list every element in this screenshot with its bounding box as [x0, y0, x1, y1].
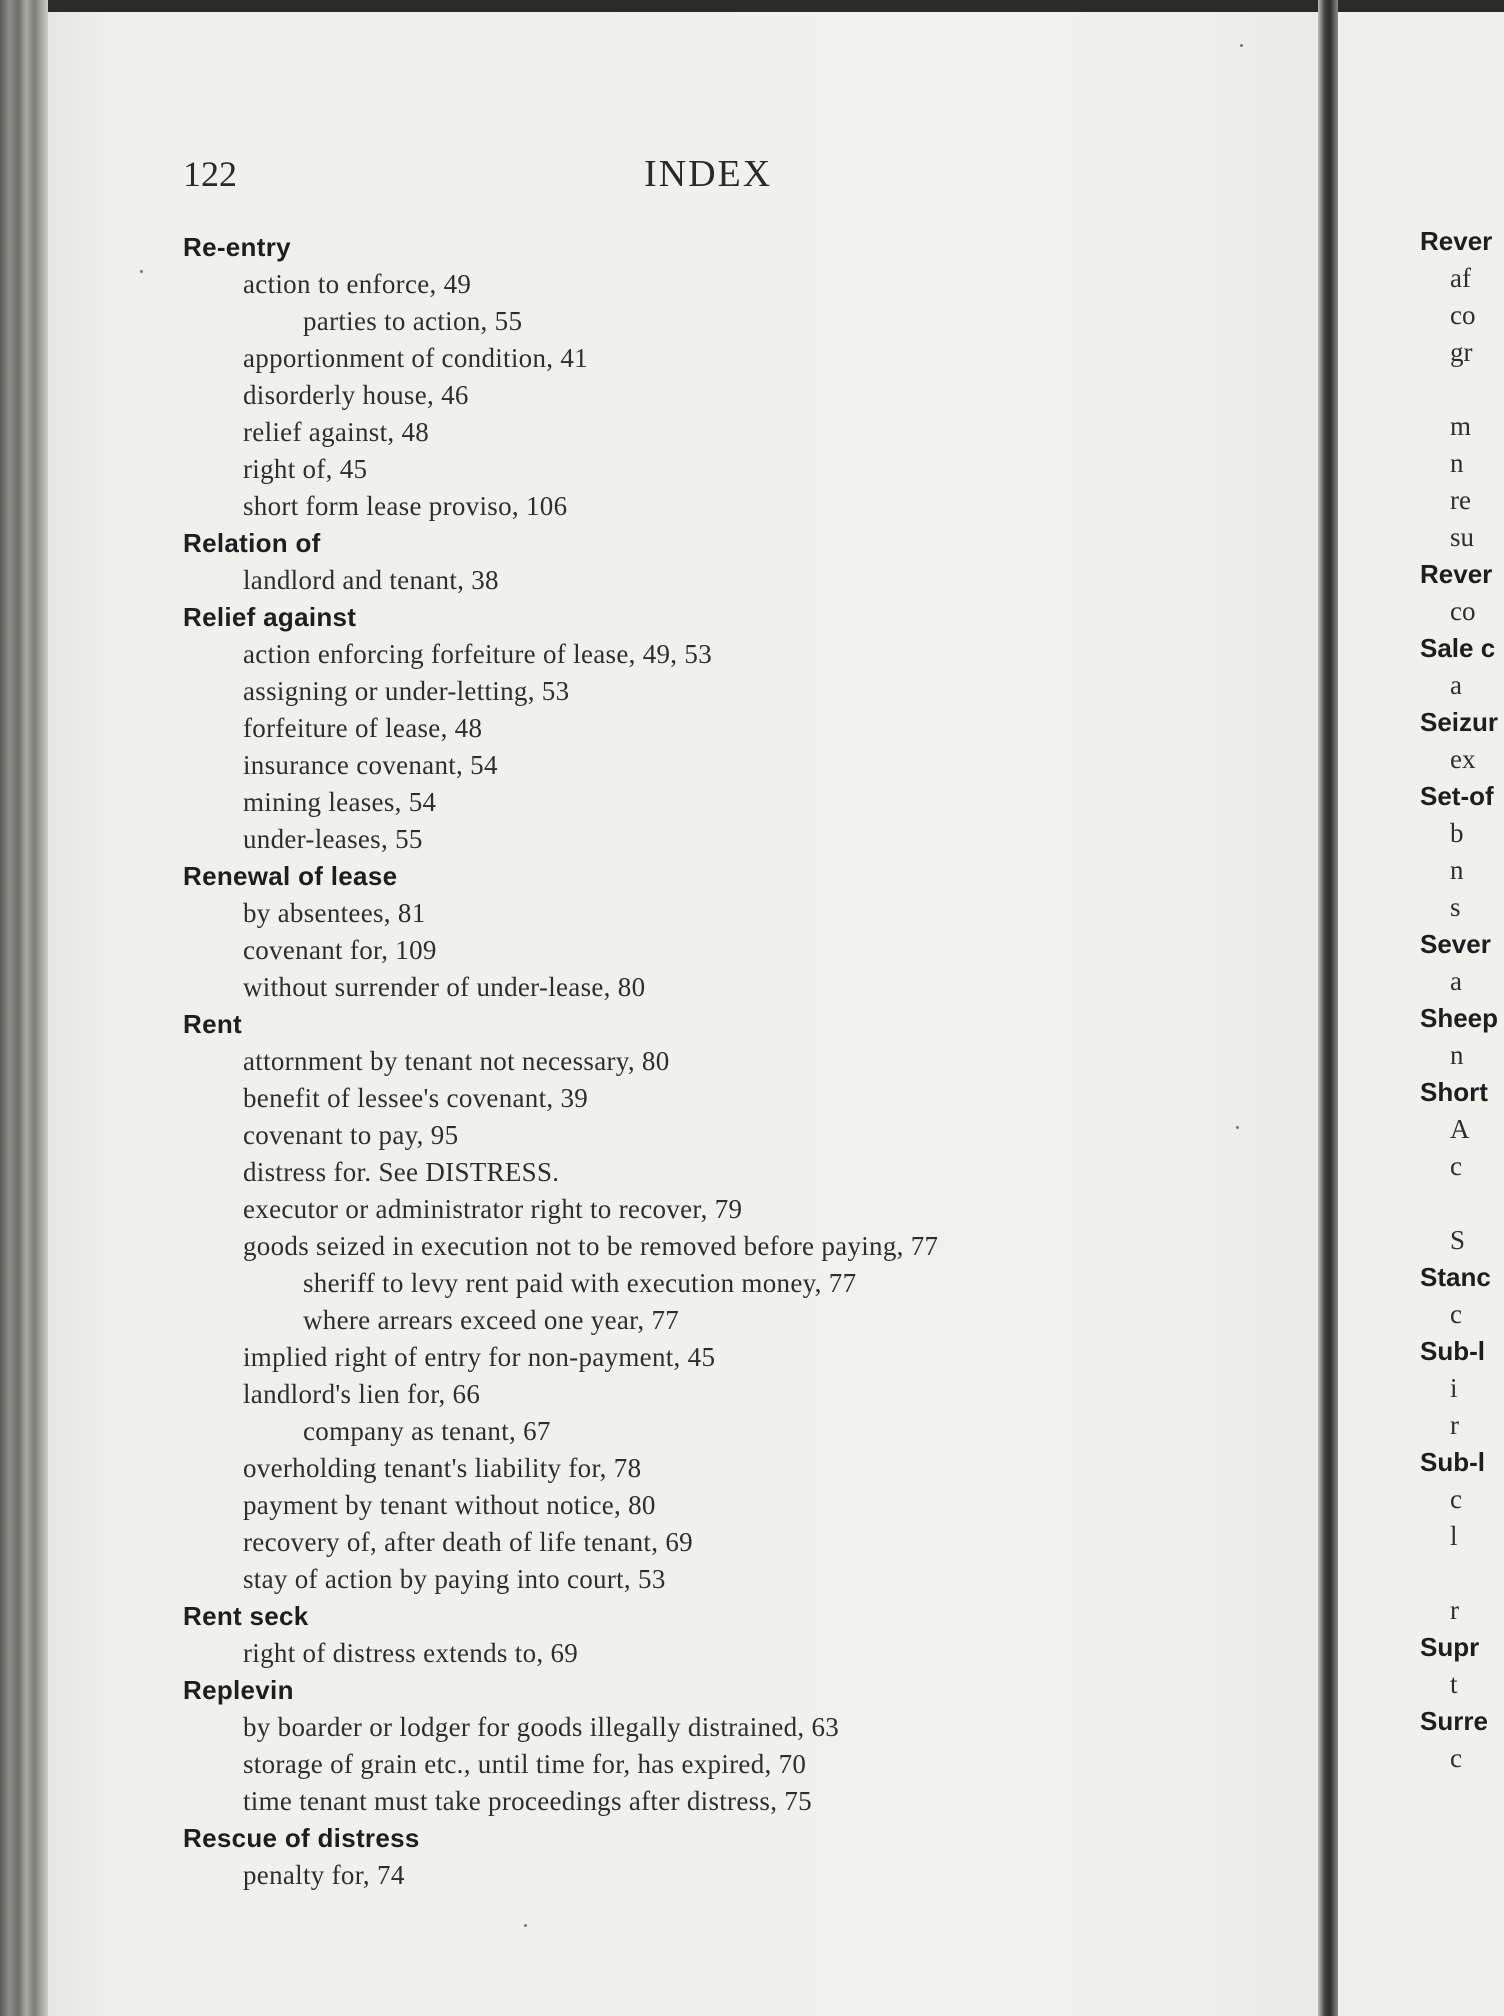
facing-subentry-fragment: m — [1450, 411, 1472, 441]
facing-subentry-fragment: su — [1450, 522, 1475, 552]
index-subentry: under-leases, 55 — [243, 824, 423, 854]
index-subentry: short form lease proviso, 106 — [243, 491, 568, 521]
index-subentry: stay of action by paying into court, 53 — [243, 1564, 666, 1594]
index-subentry: where arrears exceed one year, 77 — [303, 1305, 680, 1335]
facing-heading-fragment: Stanc — [1420, 1262, 1491, 1292]
paper-speck — [524, 1924, 527, 1927]
facing-subentry-fragment: c — [1450, 1299, 1462, 1329]
index-heading: Replevin — [183, 1675, 294, 1705]
facing-subentry-fragment: co — [1450, 596, 1476, 626]
index-subentry: assigning or under-letting, 53 — [243, 676, 570, 706]
index-subentry: distress for. See DISTRESS. — [243, 1157, 560, 1187]
facing-subentry-fragment: co — [1450, 300, 1476, 330]
index-subentry: right of, 45 — [243, 454, 368, 484]
page-title: INDEX — [644, 153, 773, 195]
facing-subentry-fragment: a — [1450, 670, 1462, 700]
index-subentry: covenant to pay, 95 — [243, 1120, 459, 1150]
paper-speck — [1236, 1126, 1239, 1129]
index-subentry: mining leases, 54 — [243, 787, 437, 817]
facing-subentry-fragment: c — [1450, 1151, 1462, 1181]
scan-top-edge — [0, 0, 1504, 12]
facing-heading-fragment: Short — [1420, 1077, 1488, 1107]
index-subentry: by boarder or lodger for goods illegally distrained, 63 — [243, 1712, 840, 1742]
facing-subentry-fragment: A — [1450, 1114, 1470, 1144]
index-heading: Re-entry — [183, 232, 291, 262]
index-subentry: company as tenant, 67 — [303, 1416, 551, 1446]
index-heading: Rent seck — [183, 1601, 309, 1631]
index-subentry: overholding tenant's liability for, 78 — [243, 1453, 642, 1483]
facing-subentry-fragment: S — [1450, 1225, 1466, 1255]
index-heading: Renewal of lease — [183, 861, 398, 891]
facing-page-fragments — [1420, 0, 1504, 2016]
facing-heading-fragment: Sheep — [1420, 1003, 1499, 1033]
index-entries — [183, 229, 938, 1894]
book-gutter — [1318, 0, 1338, 2016]
book-binding-edge — [0, 0, 48, 2016]
facing-heading-fragment: Surre — [1420, 1706, 1488, 1736]
index-subentry: action to enforce, 49 — [243, 269, 472, 299]
index-subentry: executor or administrator right to recover, 79 — [243, 1194, 743, 1224]
index-subentry: forfeiture of lease, 48 — [243, 713, 483, 743]
index-subentry: parties to action, 55 — [303, 306, 523, 336]
index-subentry: right of distress extends to, 69 — [243, 1638, 579, 1668]
index-subentry: disorderly house, 46 — [243, 380, 469, 410]
facing-heading-fragment: Sale c — [1420, 633, 1496, 663]
index-subentry: implied right of entry for non-payment, 45 — [243, 1342, 716, 1372]
index-heading: Rescue of distress — [183, 1823, 420, 1853]
index-subentry: covenant for, 109 — [243, 935, 437, 965]
facing-heading-fragment: Rever — [1420, 226, 1493, 256]
index-heading: Relation of — [183, 528, 321, 558]
facing-heading-fragment: Set-of — [1420, 781, 1494, 811]
facing-heading-fragment: Sub-l — [1420, 1336, 1485, 1366]
index-subentry: relief against, 48 — [243, 417, 430, 447]
facing-subentry-fragment: n — [1450, 855, 1464, 885]
facing-subentry-fragment: t — [1450, 1669, 1458, 1699]
facing-subentry-fragment: ex — [1450, 744, 1476, 774]
facing-subentry-fragment: s — [1450, 892, 1461, 922]
index-heading: Rent — [183, 1009, 242, 1039]
index-subentry: by absentees, 81 — [243, 898, 426, 928]
index-subentry: recovery of, after death of life tenant, 69 — [243, 1527, 693, 1557]
index-subentry: attornment by tenant not necessary, 80 — [243, 1046, 670, 1076]
facing-subentry-fragment: i — [1450, 1373, 1458, 1403]
facing-heading-fragment: Seizur — [1420, 707, 1499, 737]
facing-subentry-fragment: re — [1450, 485, 1471, 515]
facing-subentry-fragment: n — [1450, 1040, 1464, 1070]
facing-subentry-fragment: a — [1450, 966, 1462, 996]
index-subentry: action enforcing forfeiture of lease, 49, 53 — [243, 639, 713, 669]
page-number: 122 — [183, 154, 237, 194]
facing-heading-fragment: Supr — [1420, 1632, 1480, 1662]
facing-heading-fragment: Sever — [1420, 929, 1491, 959]
index-subentry: sheriff to levy rent paid with execution money, 77 — [303, 1268, 857, 1298]
facing-subentry-fragment: r — [1450, 1410, 1459, 1440]
index-subentry: benefit of lessee's covenant, 39 — [243, 1083, 589, 1113]
facing-subentry-fragment: af — [1450, 263, 1471, 293]
facing-subentry-fragment: n — [1450, 448, 1464, 478]
facing-heading-fragment: Rever — [1420, 559, 1493, 589]
facing-subentry-fragment: c — [1450, 1743, 1462, 1773]
facing-subentry-fragment: gr — [1450, 337, 1473, 367]
index-subentry: payment by tenant without notice, 80 — [243, 1490, 656, 1520]
index-subentry: storage of grain etc., until time for, has expired, 70 — [243, 1749, 807, 1779]
paper-speck — [140, 270, 143, 273]
facing-subentry-fragment: r — [1450, 1595, 1459, 1625]
index-heading: Relief against — [183, 602, 357, 632]
facing-subentry-fragment: l — [1450, 1521, 1458, 1551]
paper-speck — [1240, 44, 1243, 47]
index-subentry: landlord's lien for, 66 — [243, 1379, 481, 1409]
index-subentry: penalty for, 74 — [243, 1860, 405, 1890]
index-subentry: without surrender of under-lease, 80 — [243, 972, 646, 1002]
index-subentry: apportionment of condition, 41 — [243, 343, 588, 373]
facing-subentry-fragment: c — [1450, 1484, 1462, 1514]
facing-heading-fragment: Sub-l — [1420, 1447, 1485, 1477]
index-subentry: time tenant must take proceedings after distress, 75 — [243, 1786, 812, 1816]
facing-subentry-fragment: b — [1450, 818, 1464, 848]
index-subentry: insurance covenant, 54 — [243, 750, 498, 780]
index-subentry: landlord and tenant, 38 — [243, 565, 499, 595]
index-subentry: goods seized in execution not to be removed before paying, 77 — [243, 1231, 939, 1261]
